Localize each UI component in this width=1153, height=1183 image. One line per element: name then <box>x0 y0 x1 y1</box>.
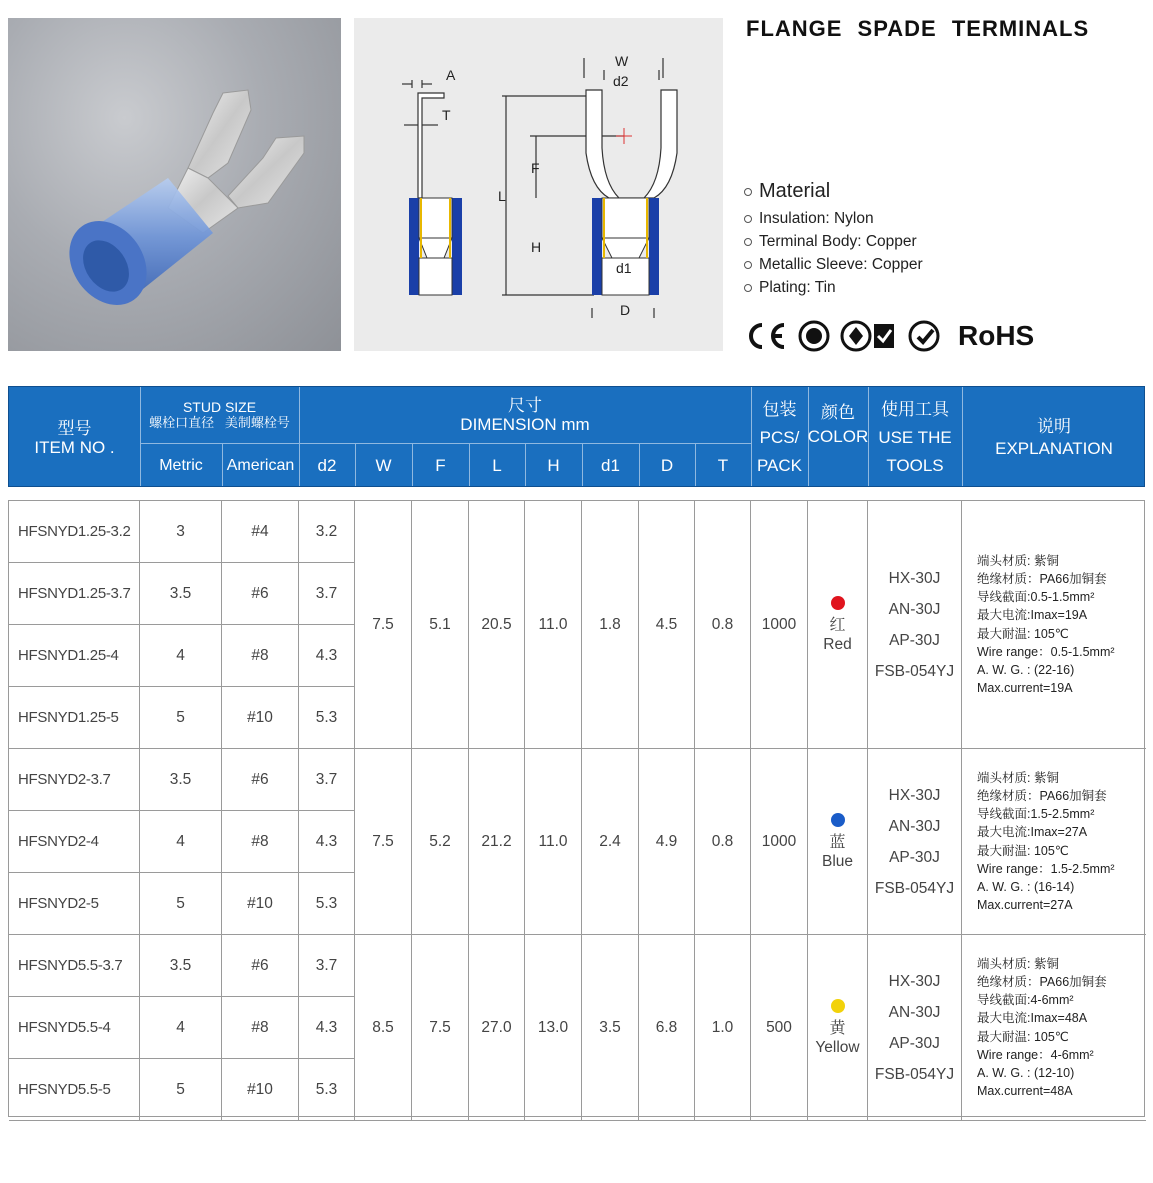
american-cell: #6 <box>222 935 299 997</box>
diagram-label-d2: d2 <box>613 73 629 89</box>
bullet-icon <box>744 238 752 246</box>
american-cell: #10 <box>222 687 299 749</box>
l-cell: 21.2 <box>469 749 525 935</box>
product-photo <box>8 18 341 351</box>
f-cell: 5.1 <box>412 501 469 749</box>
header-pack-zh: 包装 <box>762 399 797 419</box>
quality-seal-icon <box>798 320 830 352</box>
metric-cell: 4 <box>140 997 222 1059</box>
diagram-label-d1: d1 <box>616 260 632 276</box>
metric-cell: 4 <box>140 811 222 873</box>
t-cell: 1.0 <box>695 935 751 1121</box>
header-explanation-zh: 说明 <box>1037 416 1071 436</box>
table-header <box>8 386 1145 487</box>
explanation-text: 端头材质: 紫铜 绝缘材质：PA66加铜套 导线截面:1.5-2.5mm² 最大电流:Imax=27A 最大耐温: 105℃ Wire range：1.5-2.5mm² A. W. G. : (16-14) Max.current=27A <box>977 770 1115 913</box>
h-cell: 11.0 <box>525 501 582 749</box>
american-cell: #8 <box>222 997 299 1059</box>
d2-cell: 4.3 <box>299 997 355 1059</box>
d1-cell: 2.4 <box>582 749 639 935</box>
h-cell: 13.0 <box>525 935 582 1121</box>
diagram-label-t: T <box>442 107 451 123</box>
diagram-label-l: L <box>498 188 506 204</box>
d2-cell: 3.7 <box>299 563 355 625</box>
t-cell: 0.8 <box>695 749 751 935</box>
pack-cell: 1000 <box>751 501 808 749</box>
h-cell: 11.0 <box>525 749 582 935</box>
d2-cell: 4.3 <box>299 625 355 687</box>
item-no-cell: HFSNYD5.5-3.7 <box>9 935 140 997</box>
diagram-label-h: H <box>531 239 542 255</box>
l-cell: 20.5 <box>469 501 525 749</box>
header-w: W <box>375 456 392 475</box>
diagram-label-a: A <box>446 67 456 83</box>
tool-name: AN-30J <box>888 817 941 835</box>
explanation-cell <box>962 501 1146 749</box>
bullet-icon <box>744 215 752 223</box>
color-name-en: Blue <box>821 852 854 870</box>
explanation-cell <box>962 749 1146 935</box>
metric-cell: 3.5 <box>140 563 222 625</box>
metric-cell: 5 <box>140 687 222 749</box>
w-cell: 7.5 <box>355 749 412 935</box>
rohs-mark: RoHS <box>958 320 1035 351</box>
header-tools-zh: 使用工具 <box>881 399 949 419</box>
item-no-cell: HFSNYD1.25-4 <box>9 625 140 687</box>
header-explanation-en: EXPLANATION <box>995 438 1113 458</box>
header-stud-size: STUD SIZE <box>182 399 257 415</box>
metric-cell: 5 <box>140 1059 222 1121</box>
material-item: Metallic Sleeve: Copper <box>744 253 923 276</box>
material-item: Terminal Body: Copper <box>744 230 923 253</box>
header-pack-en1: PCS/ <box>759 427 800 447</box>
metric-cell: 3.5 <box>140 749 222 811</box>
color-name-en: Red <box>823 635 852 653</box>
header-d1: d1 <box>601 456 620 475</box>
header-item-en: ITEM NO . <box>34 437 115 457</box>
tool-name: HX-30J <box>888 569 941 587</box>
american-cell: #8 <box>222 625 299 687</box>
metric-cell: 3 <box>140 501 222 563</box>
color-cell <box>808 501 868 749</box>
header-color-zh: 颜色 <box>821 403 855 422</box>
d2-cell: 5.3 <box>299 687 355 749</box>
tool-name: HX-30J <box>888 972 941 990</box>
color-cell <box>808 749 868 935</box>
d2-cell: 5.3 <box>299 1059 355 1121</box>
ce-mark-icon <box>744 321 788 351</box>
material-item: Insulation: Nylon <box>744 207 923 230</box>
pack-cell: 1000 <box>751 749 808 935</box>
explanation-cell <box>962 935 1146 1121</box>
w-cell: 7.5 <box>355 501 412 749</box>
header-h: H <box>547 456 560 475</box>
d-cell: 6.8 <box>639 935 695 1121</box>
diagram-label-f: F <box>531 160 540 176</box>
material-list <box>744 180 923 299</box>
d-cell: 4.5 <box>639 501 695 749</box>
d2-cell: 5.3 <box>299 873 355 935</box>
metric-cell: 5 <box>140 873 222 935</box>
header-tools-en1: USE THE <box>878 427 952 447</box>
d2-cell: 3.7 <box>299 935 355 997</box>
header-color-en: COLOR <box>807 427 869 446</box>
american-cell: #6 <box>222 749 299 811</box>
header-d2: d2 <box>317 456 337 475</box>
tool-name: AN-30J <box>888 1003 941 1021</box>
pack-cell: 500 <box>751 935 808 1121</box>
tool-name: HX-30J <box>888 786 941 804</box>
item-no-cell: HFSNYD2-4 <box>9 811 140 873</box>
tool-name: AN-30J <box>888 600 941 618</box>
product-table <box>8 500 1145 1117</box>
color-name-zh: 蓝 <box>829 833 846 851</box>
tools-cell <box>868 501 962 749</box>
header-pack-en2: PACK <box>756 455 803 475</box>
color-name-en: Yellow <box>815 1038 860 1056</box>
tool-name: FSB-054YJ <box>874 879 955 897</box>
header-d: D <box>660 456 674 475</box>
american-cell: #8 <box>222 811 299 873</box>
w-cell: 8.5 <box>355 935 412 1121</box>
bullet-icon <box>744 261 752 269</box>
color-dot-icon <box>831 813 845 827</box>
header-f: F <box>435 456 446 475</box>
d2-cell: 4.3 <box>299 811 355 873</box>
d-cell: 4.9 <box>639 749 695 935</box>
material-item: Plating: Tin <box>744 276 923 299</box>
tool-name: FSB-054YJ <box>874 1065 955 1083</box>
header-t: T <box>717 456 729 475</box>
bullet-icon <box>744 188 752 196</box>
american-cell: #4 <box>222 501 299 563</box>
item-no-cell: HFSNYD1.25-3.2 <box>9 501 140 563</box>
t-cell: 0.8 <box>695 501 751 749</box>
metric-cell: 4 <box>140 625 222 687</box>
l-cell: 27.0 <box>469 935 525 1121</box>
d2-cell: 3.7 <box>299 749 355 811</box>
side-view <box>402 80 444 198</box>
bullet-icon <box>744 284 752 292</box>
page-title: FLANGE SPADE TERMINALS <box>746 16 1090 41</box>
header-metric: Metric <box>159 457 203 474</box>
american-cell: #6 <box>222 563 299 625</box>
tools-cell <box>868 749 962 935</box>
material-heading: Material <box>759 180 831 202</box>
dimension-diagram <box>354 18 723 351</box>
header-american: American <box>226 457 295 474</box>
certification-logos <box>744 318 1034 354</box>
tools-cell <box>868 935 962 1121</box>
color-name-zh: 黄 <box>829 1019 846 1037</box>
american-cell: #10 <box>222 873 299 935</box>
tool-name: AP-30J <box>889 631 940 649</box>
item-no-cell: HFSNYD5.5-5 <box>9 1059 140 1121</box>
tool-name: AP-30J <box>889 1034 940 1052</box>
color-dot-icon <box>831 999 845 1013</box>
header-dimension-en: DIMENSION mm <box>460 415 590 434</box>
diagram-label-w: W <box>615 53 629 69</box>
header-stud-metric-zh: 螺栓口直径 <box>149 415 215 430</box>
item-no-cell: HFSNYD5.5-4 <box>9 997 140 1059</box>
american-cell: #10 <box>222 1059 299 1121</box>
d2-cell: 3.2 <box>299 501 355 563</box>
tool-name: FSB-054YJ <box>874 662 955 680</box>
item-no-cell: HFSNYD1.25-5 <box>9 687 140 749</box>
header-tools-en2: TOOLS <box>886 455 944 475</box>
explanation-text: 端头材质: 紫铜 绝缘材质：PA66加铜套 导线截面:0.5-1.5mm² 最大电流:Imax=19A 最大耐温: 105℃ Wire range：0.5-1.5mm² A. W. G. : (22-16) Max.current=19A <box>977 553 1115 696</box>
f-cell: 5.2 <box>412 749 469 935</box>
diagram-label-d: D <box>620 302 631 318</box>
metric-cell: 3.5 <box>140 935 222 997</box>
color-dot-icon <box>831 596 845 610</box>
certification-badge-icon <box>840 320 898 352</box>
material-heading-row <box>744 180 923 203</box>
item-no-cell: HFSNYD2-5 <box>9 873 140 935</box>
sgs-mark-icon <box>908 320 942 352</box>
d1-cell: 1.8 <box>582 501 639 749</box>
f-cell: 7.5 <box>412 935 469 1121</box>
color-cell <box>808 935 868 1121</box>
header-l: L <box>492 456 502 475</box>
color-name-zh: 红 <box>829 616 846 634</box>
tool-name: AP-30J <box>889 848 940 866</box>
header-dimension-zh: 尺寸 <box>508 396 542 415</box>
header-stud-american-zh: 美制螺栓号 <box>224 415 290 430</box>
item-no-cell: HFSNYD2-3.7 <box>9 749 140 811</box>
explanation-text: 端头材质: 紫铜 绝缘材质：PA66加铜套 导线截面:4-6mm² 最大电流:Imax=48A 最大耐温: 105℃ Wire range：4-6mm² A. W. G. : (12-10) Max.current=48A <box>977 956 1107 1099</box>
header-item-zh: 型号 <box>57 418 92 438</box>
d1-cell: 3.5 <box>582 935 639 1121</box>
item-no-cell: HFSNYD1.25-3.7 <box>9 563 140 625</box>
